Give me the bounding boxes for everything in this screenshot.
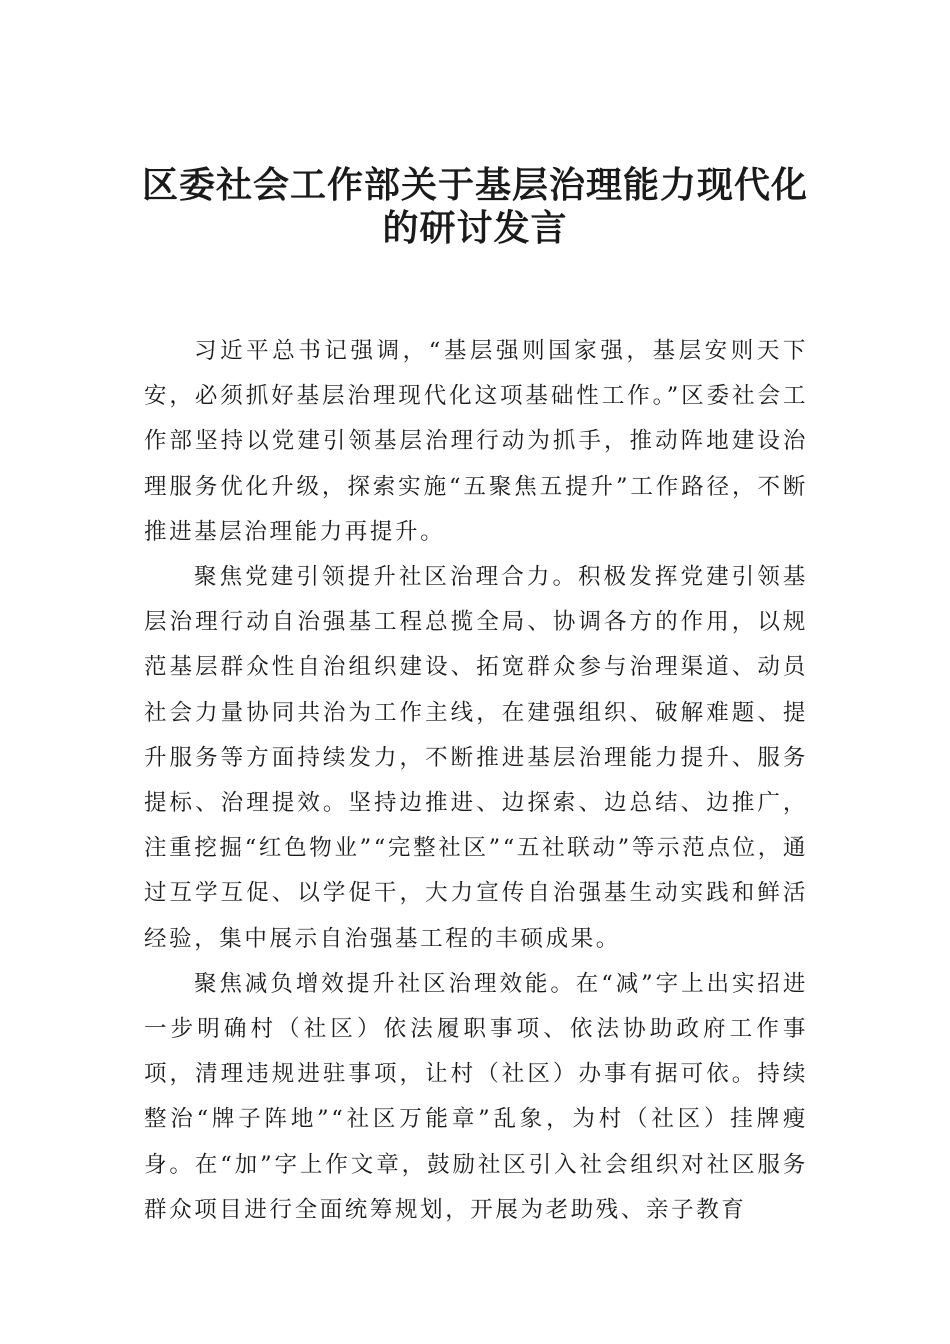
- document-body: [144, 329, 808, 1233]
- document-title-line-1: 区委社会工作部关于基层治理能力现代化: [141, 164, 808, 206]
- paragraph-burden-reduction: 聚焦减负增效提升社区治理效能。在“减”字上出实招进一步明确村（社区）依法履职事项、依法协助政府工作事项，清理违规进驻事项，让村（社区）办事有据可依。持续整治“牌子阵地”“社区万能章”乱象，为村（社区）挂牌瘦身。在“加”字上作文章，鼓励社区引入社会组织对社区服务群众项目进行全面统筹规划，开展为老助残、亲子教育: [144, 970, 808, 1223]
- document-title-line-2: 的研讨发言: [382, 207, 568, 249]
- paragraph-intro: 习近平总书记强调，“基层强则国家强，基层安则天下安，必须抓好基层治理现代化这项基础性工作。”区委社会工作部坚持以党建引领基层治理行动为抓手，推动阵地建设治理服务优化升级，探索实施“五聚焦五提升”工作路径，不断推进基层治理能力再提升。: [144, 338, 808, 545]
- paragraph-party-leadership: 聚焦党建引领提升社区治理合力。积极发挥党建引领基层治理行动自治强基工程总揽全局、协调各方的作用，以规范基层群众性自治组织建设、拓宽群众参与治理渠道、动员社会力量协同共治为工作主线，在建强组织、破解难题、提升服务等方面持续发力，不断推进基层治理能力提升、服务提标、治理提效。坚持边推进、边探索、边总结、边推广，注重挖掘“红色物业”“完整社区”“五社联动”等示范点位，通过互学互促、以学促干，大力宣传自治强基生动实践和鲜活经验，集中展示自治强基工程的丰硕成果。: [144, 564, 808, 952]
